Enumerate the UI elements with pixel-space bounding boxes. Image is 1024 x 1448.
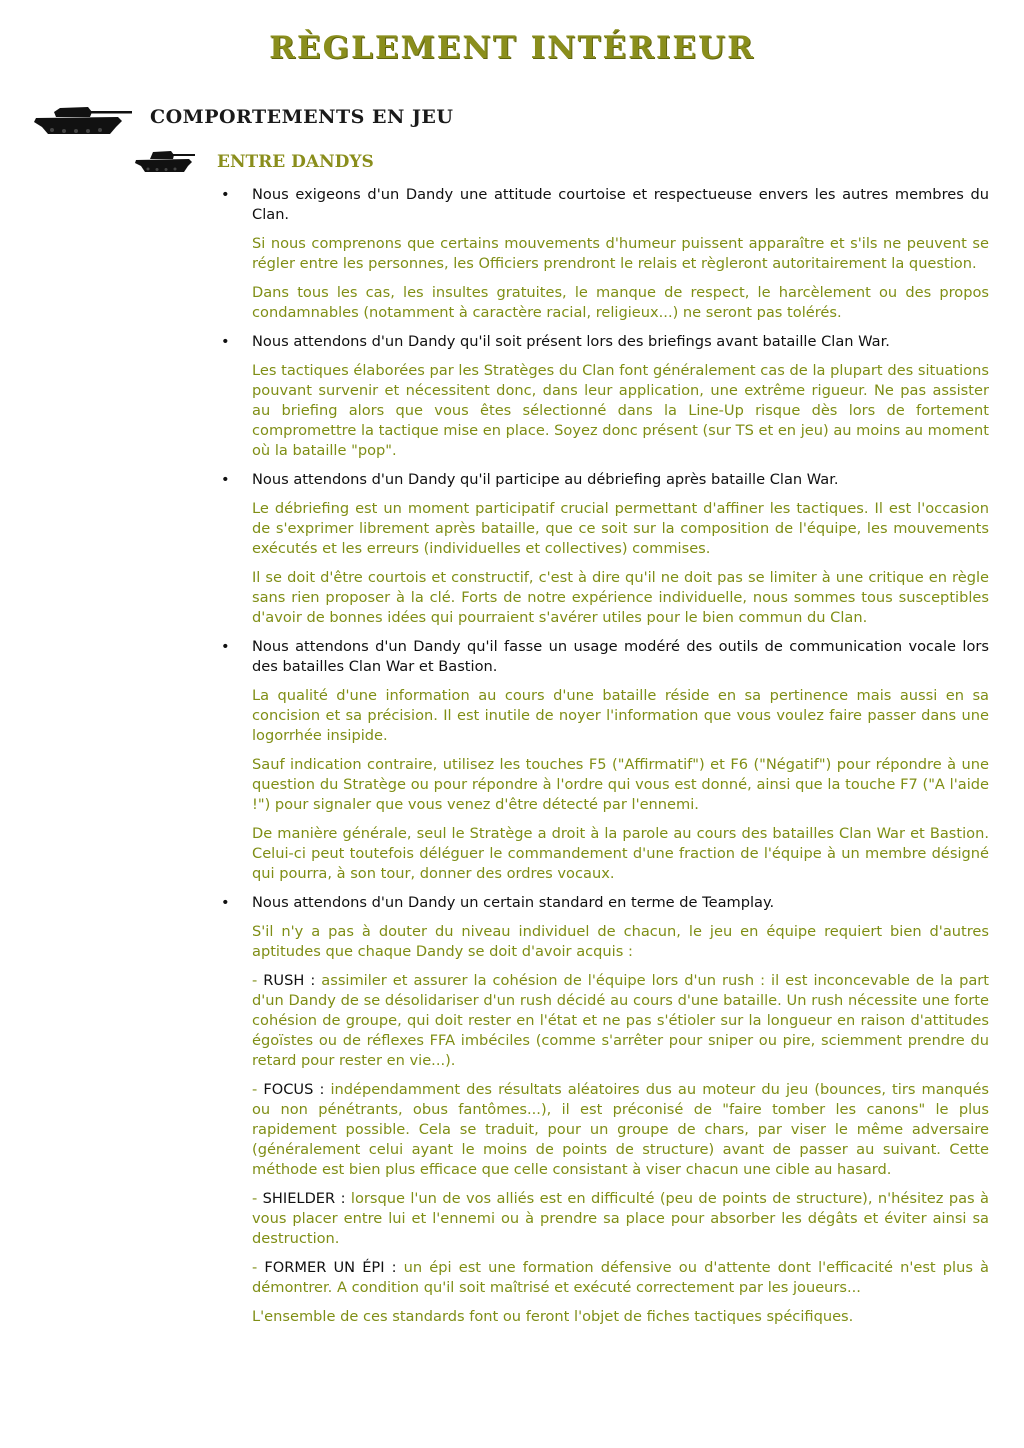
rule-paragraph: Le débriefing est un moment participatif crucial permettant d'affiner les tactiques. Il est l'occasion de s'exprimer librement après bataille, que ce soit sur la composition de l'équipe, les mouvements exécutés et les erreurs (individuelles et collectives) commises. bbox=[252, 500, 989, 557]
rule-bullet: • Nous exigeons d'un Dandy une attitude courtoise et respectueuse envers les autres membres du Clan. bbox=[252, 185, 989, 225]
term-label: SHIELDER : bbox=[262, 1190, 346, 1207]
section-heading-row bbox=[30, 98, 730, 142]
rule-paragraph: Il se doit d'être courtois et constructif, c'est à dire qu'il ne doit pas se limiter à une critique en règle sans rien proposer à la clé. Forts de notre expérience individuelle, nous sommes tous susceptibles d'avoir de bonnes idées qui pourraient s'avérer utiles pour le bien commun du Clan. bbox=[252, 569, 989, 626]
rule-paragraph: De manière générale, seul le Stratège a droit à la parole au cours des batailles Clan War et Bastion. Celui-ci peut toutefois déléguer le commandement d'une fraction de l'équipe à un membre désigné qui pourra, à son tour, donner des ordres vocaux. bbox=[252, 825, 989, 882]
rule-paragraph: S'il n'y a pas à douter du niveau individuel de chacun, le jeu en équipe requiert bien d'autres aptitudes que chaque Dandy se doit d'avoir acquis : bbox=[252, 923, 989, 960]
section-heading: COMPORTEMENTS EN JEU bbox=[150, 106, 454, 128]
rule-paragraph: Sauf indication contraire, utilisez les touches F5 ("Affirmatif") et F6 ("Négatif") pour répondre à une question du Stratège ou pour répondre à l'ordre qui vous est donné, ainsi que la touche F7 ("A l'aide !") pour signaler que vous venez d'être détecté par l'ennemi. bbox=[252, 756, 989, 813]
term-text: lorsque l'un de vos alliés est en difficulté (peu de points de structure), n'hésitez pas à vous placer entre lui et l'ennemi ou à prendre sa place pour absorber les dégâts et éviter ainsi sa destruction. bbox=[252, 1190, 989, 1247]
term-text: un épi est une formation défensive ou d'attente dont l'efficacité n'est plus à démontrer. A condition qu'il soit maîtrisé et exécuté correctement par les joueurs... bbox=[252, 1259, 989, 1296]
teamplay-term bbox=[252, 1189, 989, 1249]
term-label: RUSH : bbox=[263, 972, 316, 989]
term-text: assimiler et assurer la cohésion de l'équipe lors d'un rush : il est inconcevable de la part d'un Dandy de se désolidariser d'un rush décidé au cours d'une bataille. Un rush nécessite une forte cohésion de groupe, qui doit rester en l'état et ne pas s'étioler sur la longueur en raison d'attitudes égoïstes ou de réflexes FFA imbéciles (comme s'arrêter pour sniper ou pire, sciemment prendre du retard pour rester en vie...). bbox=[252, 972, 990, 1069]
teamplay-term bbox=[252, 971, 989, 1071]
term-dash: - bbox=[252, 1081, 264, 1098]
page-title: RÈGLEMENT INTÉRIEUR bbox=[269, 30, 755, 66]
rule-bullet: • Nous attendons d'un Dandy un certain standard en terme de Teamplay. bbox=[252, 893, 989, 913]
rule-bullet: • Nous attendons d'un Dandy qu'il participe au débriefing après bataille Clan War. bbox=[252, 470, 989, 490]
rule-paragraph: Dans tous les cas, les insultes gratuites, le manque de respect, le harcèlement ou des propos condamnables (notamment à caractère racial, religieux...) ne seront pas tolérés. bbox=[252, 284, 989, 321]
subsection-heading-row bbox=[133, 146, 633, 176]
tank-icon bbox=[133, 148, 197, 174]
rule-paragraph: La qualité d'une information au cours d'une bataille réside en sa pertinence mais aussi en sa concision et sa précision. Il est inutile de noyer l'information que vous voulez faire passer dans une logorrhée insipide. bbox=[252, 687, 989, 744]
teamplay-term bbox=[252, 1258, 989, 1298]
teamplay-term bbox=[252, 1080, 989, 1180]
tank-icon bbox=[30, 102, 134, 136]
rules-content bbox=[252, 185, 989, 1336]
rule-bullet: • Nous attendons d'un Dandy qu'il fasse un usage modéré des outils de communication vocale lors des batailles Clan War et Bastion. bbox=[252, 637, 989, 677]
term-dash: - bbox=[252, 972, 264, 989]
term-dash: - bbox=[252, 1190, 263, 1207]
term-text: indépendamment des résultats aléatoires dus au moteur du jeu (bounces, tirs manqués ou non pénétrants, obus fantômes...), il est préconisé de "faire tomber les canons" le plus rapidement possible. Cela se traduit, pour un groupe de chars, par viser le même adversaire (généralement celui ayant le moins de points de structure) avant de passer au suivant. Cette méthode est bien plus efficace que celle consistant à viser chacun une cible au hasard. bbox=[252, 1081, 990, 1178]
subsection-heading: ENTRE DANDYS bbox=[217, 152, 374, 172]
closing-paragraph: L'ensemble de ces standards font ou feront l'objet de fiches tactiques spécifiques. bbox=[252, 1308, 854, 1325]
rule-paragraph: Si nous comprenons que certains mouvements d'humeur puissent apparaître et s'ils ne peuvent se régler entre les personnes, les Officiers prendront le relais et règleront autoritairement la question. bbox=[252, 235, 989, 272]
term-dash: - bbox=[252, 1259, 265, 1276]
rule-bullet: • Nous attendons d'un Dandy qu'il soit présent lors des briefings avant bataille Clan War. bbox=[252, 332, 989, 352]
rule-paragraph: Les tactiques élaborées par les Stratèges du Clan font généralement cas de la plupart des situations pouvant survenir et nécessitent donc, dans leur application, une extrême rigueur. Ne pas assister au briefing alors que vous êtes sélectionné dans la Line-Up risque dès lors de fortement compromettre la tactique mise en place. Soyez donc présent (sur TS et en jeu) au moins au moment où la bataille "pop". bbox=[252, 362, 989, 459]
term-label: FORMER UN ÉPI : bbox=[264, 1259, 397, 1276]
term-label: FOCUS : bbox=[263, 1081, 325, 1098]
